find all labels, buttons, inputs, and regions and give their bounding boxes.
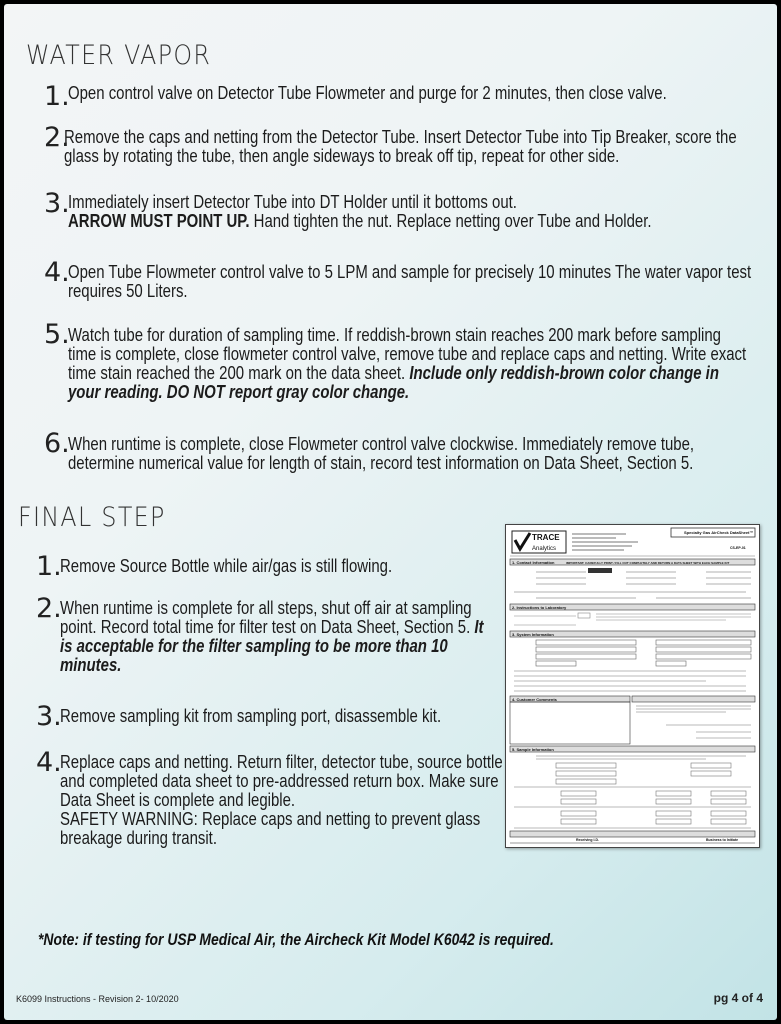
step-number: 3. — [36, 701, 62, 732]
step-text — [68, 326, 749, 402]
section-5-label: 5. Sample Information — [512, 747, 554, 752]
step-text-b: Hand tighten the nut. Replace netting over Tube and Holder. — [249, 211, 652, 231]
sample-fields — [514, 756, 751, 828]
datasheet-graphic — [506, 525, 759, 847]
system-fields — [536, 640, 751, 666]
section-3-label: 3. System Information — [512, 632, 554, 637]
sub-header: IMPORTANT: CAREFULLY PRINT / FILL OUT COMPLETELY AND RETURN A DATA SHEET WITH EACH SAMPLE KIT — [566, 561, 730, 565]
logo-top: TRACE — [532, 533, 560, 542]
step-text: Open control valve on Detector Tube Flowmeter and purge for 2 minutes, then close valve. — [68, 83, 667, 103]
step-text — [68, 193, 744, 231]
step-number: 4. — [44, 257, 70, 288]
step-text-emphasis: It is acceptable for the filter sampling to be more than 10 minutes. — [60, 617, 484, 675]
step-number: 2. — [44, 122, 70, 153]
trace-logo — [512, 531, 566, 553]
step-text: Open Tube Flowmeter control valve to 5 LPM and sample for precisely 10 minutes The water vapor test requires 50 Liters. — [68, 262, 752, 301]
section-4-label: 4. Customer Comments — [512, 697, 557, 702]
checkbox-rows — [514, 671, 746, 691]
step-number: 5. — [44, 319, 70, 350]
revision-footer: K6099 Instructions - Revision 2- 10/2020 — [16, 994, 179, 1004]
sheet-footer-right: Business to Initiate — [706, 838, 739, 842]
step-text-main: Replace caps and netting. Return filter, detector tube, source bottle and completed data sheet to pre-addressed return box. Make sure Data Sheet is complete and legible. — [60, 752, 503, 810]
usp-note: *Note: if testing for USP Medical Air, the Aircheck Kit Model K6042 is required. — [38, 930, 554, 949]
sheet-code: CS-EP-01 — [730, 546, 746, 550]
step-number: 1. — [44, 81, 70, 112]
step-number: 1. — [36, 551, 62, 582]
final-step-title: FINAL STEP — [18, 502, 166, 533]
step-text-main: Watch tube for duration of sampling time. If reddish-brown stain reaches 200 mark before sampling time is complete, close flowmeter control valve, remove tube and replace caps and netting. Write exact time stain reached the 200 mark on the data sheet. — [68, 325, 747, 383]
datasheet-thumbnail — [505, 524, 760, 848]
instructions-lines — [514, 613, 751, 625]
address-lines — [572, 534, 638, 550]
logo-bottom: Analytics — [532, 546, 557, 552]
step-text-a: Immediately insert Detector Tube into DT Holder until it bottoms out. — [68, 192, 517, 212]
step-number: 6. — [44, 428, 70, 459]
arrow-warning: ARROW MUST POINT UP. — [68, 211, 250, 231]
contact-fields — [536, 572, 751, 598]
step-text-emphasis: Include only reddish-brown color change in your reading. DO NOT report gray color change. — [68, 363, 719, 402]
step-text — [60, 753, 508, 848]
step-text: Remove the caps and netting from the Detector Tube. Insert Detector Tube into Tip Breaker, score the glass by rotating the tube, then angle sideways to break off tip, repeat for other side. — [64, 127, 737, 166]
step-text-main: When runtime is complete for all steps, shut off air at sampling point. Record total time for filter test on Data Sheet, Section 5. — [60, 598, 475, 637]
instruction-page — [4, 4, 777, 1020]
section-1-label: 1. Contact Information — [512, 560, 555, 565]
sheet-header: Specialty Gas AirCheck DataSheet™ — [684, 530, 754, 535]
step-text — [60, 599, 492, 675]
step-number: 4. — [36, 747, 62, 778]
step-text: Remove Source Bottle while air/gas is still flowing. — [60, 556, 393, 576]
step-number: 3. — [44, 188, 70, 219]
step-text: When runtime is complete, close Flowmeter control valve clockwise. Immediately remove tube, determine numerical value for length of stain, record test information on Data Sheet, Section 5. — [68, 434, 695, 473]
page-number: pg 4 of 4 — [713, 991, 763, 1005]
sheet-footer-left: Receiving I.D. — [576, 838, 599, 842]
safety-warning: SAFETY WARNING: Replace caps and netting to prevent glass breakage during transit. — [60, 809, 481, 848]
signature-lines — [636, 706, 751, 738]
step-number: 2. — [36, 593, 62, 624]
section-2-label: 2. Instructions to Laboratory — [512, 605, 567, 610]
step-text: Remove sampling kit from sampling port, disassemble kit. — [60, 706, 442, 726]
water-vapor-title: WATER VAPOR — [26, 40, 212, 71]
